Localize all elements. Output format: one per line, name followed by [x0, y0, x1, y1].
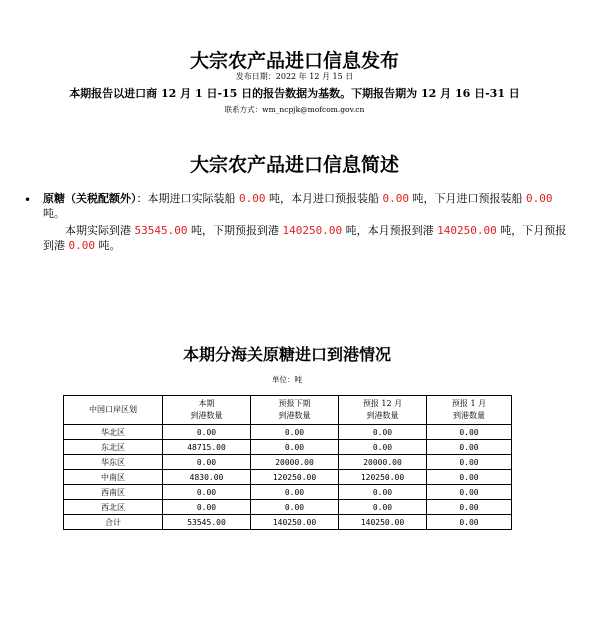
- cell-value: 0.00: [163, 455, 251, 470]
- cell-value: 0.00: [163, 500, 251, 515]
- text-segment: 吨。: [95, 239, 121, 252]
- value-shipped-actual: 0.00: [239, 192, 266, 205]
- header-line: 到港数量: [453, 411, 485, 420]
- contact-info: 联系方式：wm_ncpjk@mofcom.gov.cn: [224, 105, 365, 114]
- header-line: 到港数量: [278, 411, 311, 420]
- cell-value: 53545.00: [163, 515, 251, 530]
- text-segment: 吨。: [43, 207, 65, 220]
- header-region: 中国口岸区划: [64, 396, 163, 425]
- header-line: 预报 1 月: [451, 399, 487, 408]
- cell-value: 0.00: [427, 515, 512, 530]
- header-current: [163, 396, 251, 425]
- cell-region: 华北区: [64, 425, 163, 440]
- text-segment: 吨，本月进口预报装船: [265, 192, 383, 205]
- header-line: 预报下期: [278, 399, 311, 408]
- publish-date: 发布日期：2022 年 12 月 15 日: [235, 72, 354, 81]
- cell-value: 140250.00: [339, 515, 427, 530]
- cell-value: 120250.00: [339, 470, 427, 485]
- cell-value: 0.00: [339, 485, 427, 500]
- cell-value: 0.00: [427, 485, 512, 500]
- header-line: 到港数量: [190, 411, 223, 420]
- text-segment: 吨，下期预报到港: [187, 224, 283, 237]
- table-title: 本期分海关原糖进口到港情况: [182, 345, 391, 364]
- item-name: 原糖（关税配额外）: [43, 192, 137, 205]
- bullet-dot: •: [24, 193, 32, 207]
- table-row: [64, 485, 512, 500]
- cell-value: 0.00: [251, 500, 339, 515]
- cell-value: 0.00: [427, 470, 512, 485]
- text-segment: 吨，本月预报到港: [342, 224, 438, 237]
- text-segment: 吨，下月预报到港: [43, 224, 567, 252]
- value-arrived-actual: 53545.00: [134, 224, 188, 237]
- report-period-summary: 本期报告以进口商 12 月 1 日-15 日的报告数据为基数。下期报告期为 12 月 16 日-31 日: [69, 87, 520, 100]
- cell-region: 华东区: [64, 455, 163, 470]
- table-row: [64, 440, 512, 455]
- header-next-period: [251, 396, 339, 425]
- table-row: [64, 515, 512, 530]
- cell-region: 东北区: [64, 440, 163, 455]
- value-arrive-forecast-next-period: 140250.00: [282, 224, 343, 237]
- cell-region: 合计: [64, 515, 163, 530]
- header-december: [339, 396, 427, 425]
- cell-value: 0.00: [251, 425, 339, 440]
- text-segment: 本期实际到港: [65, 224, 135, 237]
- cell-value: 20000.00: [251, 455, 339, 470]
- page-title: 大宗农产品进口信息发布: [189, 50, 399, 72]
- cell-value: 0.00: [339, 500, 427, 515]
- header-line: 本期: [198, 399, 215, 408]
- brief-paragraph-shipping: [43, 191, 575, 221]
- cell-value: 0.00: [251, 440, 339, 455]
- cell-value: 0.00: [427, 500, 512, 515]
- header-line: 到港数量: [366, 411, 399, 420]
- cell-value: 0.00: [339, 425, 427, 440]
- cell-value: 0.00: [427, 440, 512, 455]
- cell-region: 西南区: [64, 485, 163, 500]
- cell-region: 中南区: [64, 470, 163, 485]
- cell-value: 48715.00: [163, 440, 251, 455]
- text-segment: ：本期进口实际装船: [136, 192, 239, 205]
- cell-value: 0.00: [163, 425, 251, 440]
- table-header-row: [64, 396, 512, 425]
- table-row: [64, 455, 512, 470]
- brief-title: 大宗农产品进口信息简述: [189, 154, 399, 176]
- cell-value: 4830.00: [163, 470, 251, 485]
- cell-value: 0.00: [339, 440, 427, 455]
- value-shipped-forecast-next: 0.00: [526, 192, 553, 205]
- table-row: [64, 425, 512, 440]
- cell-value: 140250.00: [251, 515, 339, 530]
- cell-value: 0.00: [427, 425, 512, 440]
- header-line: 预报 12 月: [362, 399, 403, 408]
- cell-value: 0.00: [163, 485, 251, 500]
- table-row: [64, 470, 512, 485]
- table-row: [64, 500, 512, 515]
- header-january: [427, 396, 512, 425]
- value-arrive-forecast-next-month: 0.00: [68, 239, 95, 252]
- value-shipped-forecast-month: 0.00: [382, 192, 409, 205]
- cell-region: 西北区: [64, 500, 163, 515]
- arrival-table: [63, 395, 512, 530]
- cell-value: 20000.00: [339, 455, 427, 470]
- table-unit: 单位：吨: [272, 375, 302, 384]
- cell-value: 0.00: [251, 485, 339, 500]
- cell-value: 120250.00: [251, 470, 339, 485]
- cell-value: 0.00: [427, 455, 512, 470]
- text-segment: 吨，下月进口预报装船: [409, 192, 526, 205]
- value-arrive-forecast-month: 140250.00: [437, 224, 497, 237]
- brief-paragraph-arrival: [43, 223, 573, 253]
